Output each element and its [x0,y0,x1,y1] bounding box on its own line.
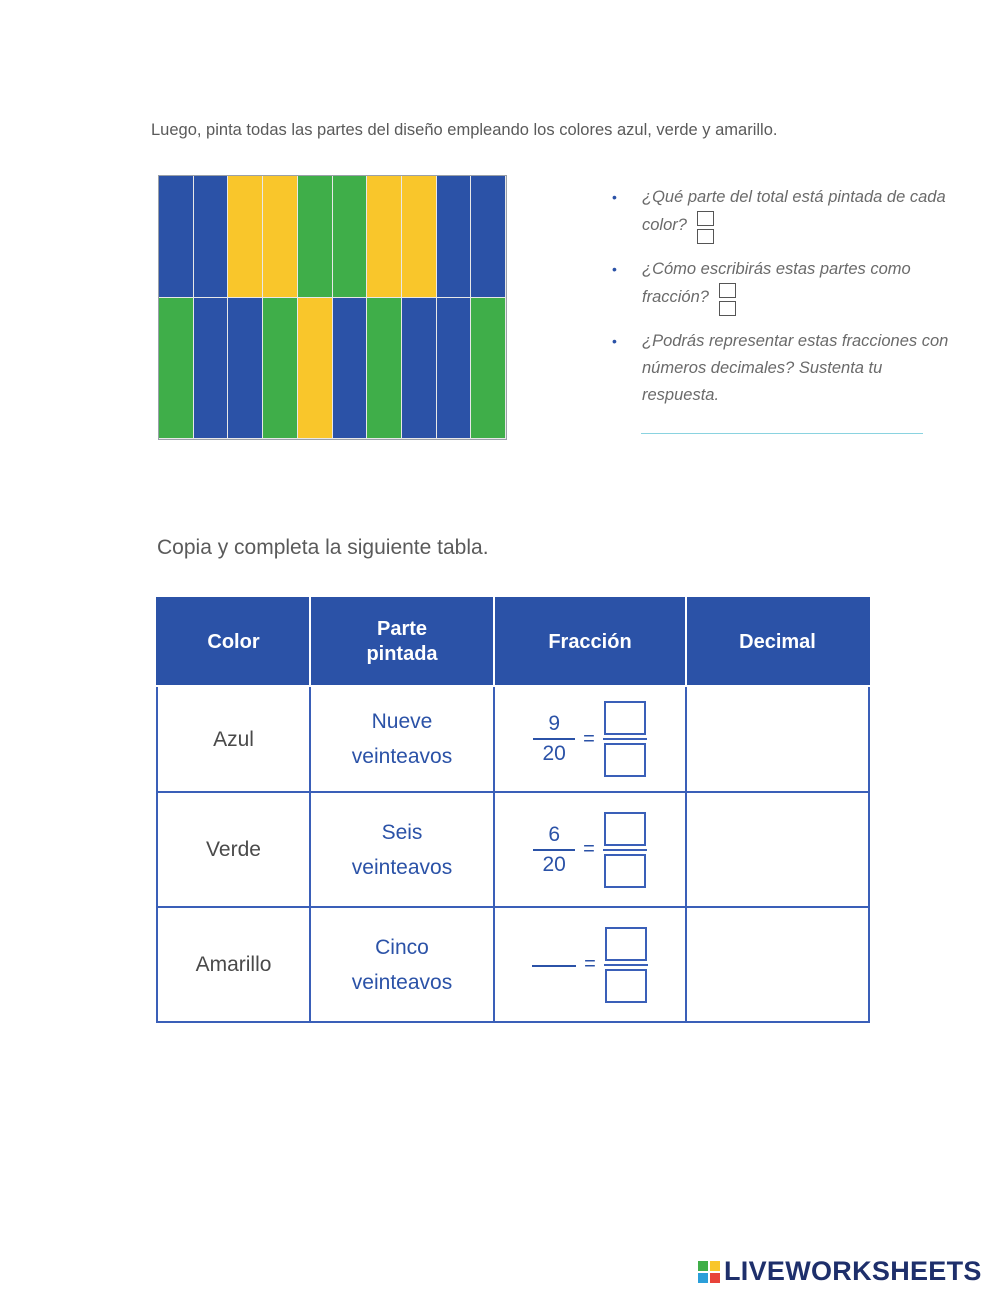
decimal-input-cell[interactable] [686,907,869,1022]
denominator-input[interactable] [604,743,646,777]
logo-text: LIVEWORKSHEETS [724,1256,982,1286]
grid-cell-blue[interactable] [471,176,506,298]
equals-sign: = [584,953,596,975]
bullet-icon: • [612,261,617,277]
grid-cell-yellow[interactable] [263,176,298,298]
liveworksheets-logo [698,1256,982,1287]
table-row [157,792,869,907]
numerator-input[interactable] [604,812,646,846]
grid-cell-green[interactable] [263,298,298,439]
grid-cell-blue[interactable] [194,298,229,439]
fraction-box-icon [719,283,736,316]
bullet-icon: • [612,189,617,205]
header-color: Color [157,598,310,686]
given-fraction: $\frac{9}{20}$ [533,710,575,768]
fraction-cell [494,686,686,792]
grid-cell-yellow[interactable] [228,176,263,298]
blank-fraction-line[interactable] [532,965,576,967]
question-item [612,328,952,409]
grid-cell-yellow[interactable] [402,176,437,298]
question-list [612,184,952,421]
color-cell: Azul [157,686,310,792]
grid-cell-green[interactable] [333,176,368,298]
grid-cell-yellow[interactable] [367,176,402,298]
grid-cell-blue[interactable] [159,176,194,298]
question-text: ¿Cómo escribirás estas partes como fracción? [642,260,911,306]
fraction-box-icon [697,211,714,244]
numerator-input[interactable] [604,701,646,735]
denominator-input[interactable] [605,969,647,1003]
grid-cell-green[interactable] [367,298,402,439]
grid-cell-blue[interactable] [437,298,472,439]
grid-cell-green[interactable] [471,298,506,439]
question-text: ¿Qué parte del total está pintada de cada color? [642,188,946,234]
grid-cell-blue[interactable] [194,176,229,298]
grid-cell-yellow[interactable] [298,298,333,439]
fraction-table [156,597,870,1023]
grid-cell-blue[interactable] [228,298,263,439]
answer-fraction [604,927,648,1003]
bullet-icon: • [612,333,617,349]
question-item [612,256,952,316]
decimal-input-cell[interactable] [686,686,869,792]
header-decimal: Decimal [686,598,869,686]
fraction-cell [494,792,686,907]
decimal-input-cell[interactable] [686,792,869,907]
part-cell: Seis veinteavos [310,792,494,907]
grid-cell-blue[interactable] [437,176,472,298]
grid-cell-blue[interactable] [333,298,368,439]
color-cell: Verde [157,792,310,907]
answer-line[interactable] [641,433,923,434]
header-part-text: Parte pintada [366,618,438,665]
question-item [612,184,952,244]
answer-fraction [603,812,647,888]
table-instruction: Copia y completa la siguiente tabla. [157,536,489,559]
answer-fraction [603,701,647,777]
part-cell: Cinco veinteavos [310,907,494,1022]
liveworksheets-logo-icon [698,1261,720,1283]
table-row [157,686,869,792]
equals-sign: = [583,727,595,750]
table-row [157,907,869,1022]
part-cell: Nueve veinteavos [310,686,494,792]
header-fraction: Fracción [494,598,686,686]
fraction-cell [494,907,686,1022]
denominator-input[interactable] [604,854,646,888]
table-header-row [157,598,869,686]
question-text: ¿Podrás representar estas fracciones con números decimales? Sustenta tu respuesta. [642,332,949,404]
intro-text: Luego, pinta todas las partes del diseño empleando los colores azul, verde y amarillo. [151,121,778,139]
grid-cell-green[interactable] [159,298,194,439]
color-grid [158,175,507,440]
grid-cell-green[interactable] [298,176,333,298]
header-part [310,598,494,686]
numerator-input[interactable] [605,927,647,961]
color-cell: Amarillo [157,907,310,1022]
equals-sign: = [583,838,595,860]
grid-cell-blue[interactable] [402,298,437,439]
given-fraction: $\frac{6}{20}$ [533,821,575,879]
